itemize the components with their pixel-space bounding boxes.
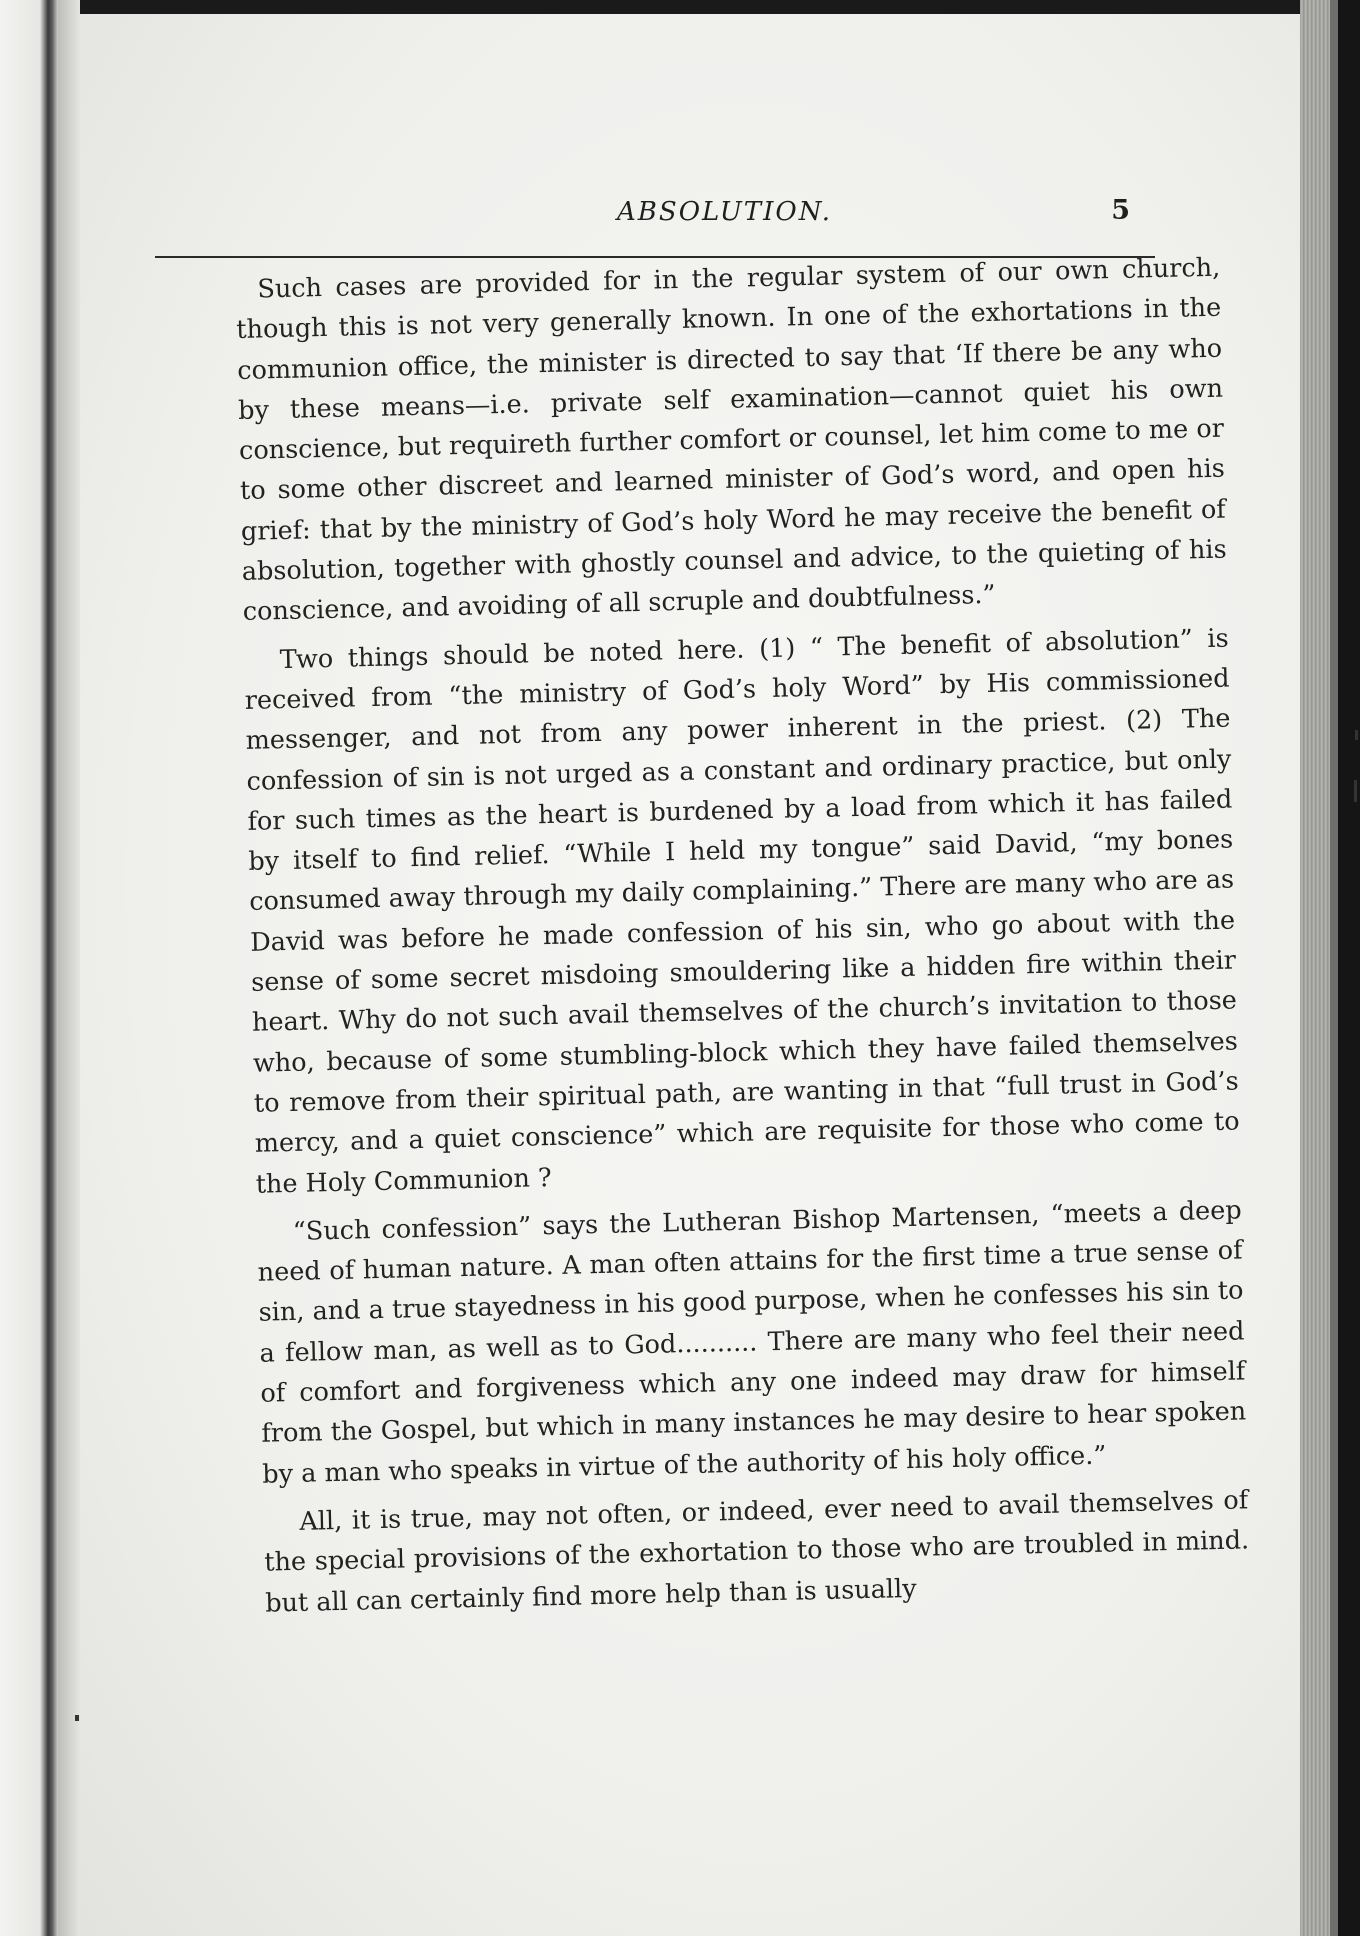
running-head [160,195,1160,235]
scan-speck [1355,730,1358,740]
scan-speck [75,1715,79,1721]
book-binding-edge [1330,0,1360,1936]
paragraph: Such cases are provided for in the regular system of our own church, though this is not very generally known. In one of the exhortations in the communion office, the minister is directed to say that ‘If there be any who by these means—i.e. private self examination—cannot quiet his own conscience, but requireth further comfort or counsel, let him come to me or to some other discreet and learned minister of God’s word, and open his grief: that by the ministry of God’s holy Word he may receive the benefit of absolution, together with ghostly counsel and advice, to the quieting of his conscience, and avoiding of all scruple and doubtfulness.” [236,252,1227,628]
paragraph: All, it is true, may not often, or indeed, ever need to avail themselves of the special provisions of the exhortation to those who are troubled in mind. but all can certainly find more help than is usually [263,1485,1250,1619]
page-number: 5 [1111,195,1130,226]
facing-page-edge [0,0,58,1936]
gutter-shadow [58,0,80,1936]
body-text [235,248,1251,1632]
running-title: ABSOLUTION. [617,197,833,227]
binding-inner-edge [1330,0,1338,1936]
page-stack-edge [1300,0,1330,1936]
paragraph: “Such confession” says the Lutheran Bishop Martensen, “meets a deep need of human nature. A man often attains for the first time a true sense of sin, and a true stayedness in his good purpose, when he confesses his sin to a fellow man, as well as to God.......... There are many who feel their need of comfort and forgiveness which any one indeed may draw for himself from the Gospel, but which in many instances he may desire to hear spoken by a man who speaks in virtue of the authority of his holy office.” [257,1195,1247,1490]
scan-top-border [0,0,1360,14]
paragraph: Two things should be noted here. (1) “ The benefit of absolution” is received from “the ministry of God’s holy Word” by His commissioned messenger, and not from any power inherent in the priest. (2) The confession of sin is not urged as a constant and ordinary practice, but only for such times as the heart is burdened by a load from which it has failed by itself to find relief. “While I held my tongue” said David, “my bones consumed away through my daily complaining.” There are many who are as David was before he made confession of his sin, who go about with the sense of some secret misdoing smouldering like a hidden fire within their heart. Why do not such avail themselves of the church’s invitation to those who, because of some stumbling-block which they have failed themselves to remove from their spiritual path, are wanting in that “full trust in God’s mercy, and a quiet conscience” which are requisite for those who come to the Holy Communion ? [244,623,1240,1200]
scan-speck [1354,780,1357,802]
